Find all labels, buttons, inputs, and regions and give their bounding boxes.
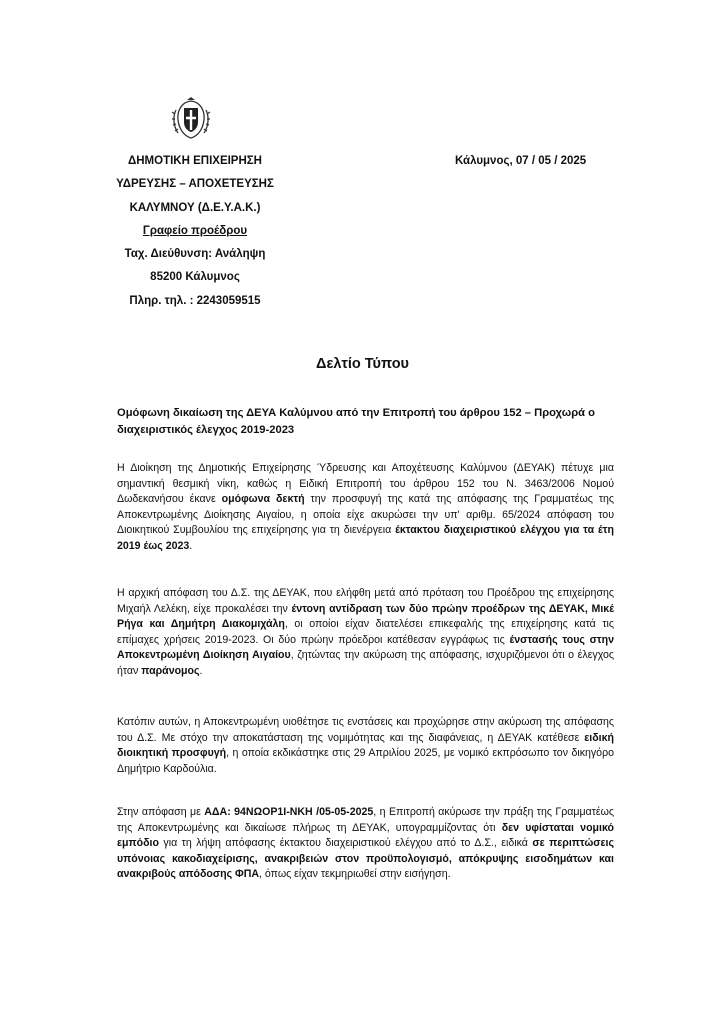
organization-header <box>100 150 290 313</box>
text-run: Η αρχική απόφαση του Δ.Σ. της ΔΕΥΑΚ, που ελήφθη μετά από πρόταση του Προέδρου της επιχείρησης Μιχαήλ Λελέκη, είχε προκαλέσει την <box>117 587 614 615</box>
postal-code: 85200 Κάλυμνος <box>150 271 240 284</box>
text-run: . <box>199 664 203 677</box>
text-run: , η Επιτροπή ακύρωσε την πράξη της Γραμματέως της Αποκεντρωμένης και δικαίωσε πλήρως τη ΔΕΥΑΚ, υπογραμμίζοντας ότι <box>117 806 614 834</box>
bold-run: παράνομος <box>141 664 200 677</box>
office-label: Γραφείο προέδρου <box>142 224 248 237</box>
press-release-subtitle: Ομόφωνη δικαίωση της ΔΕΥΑ Καλύμνου από την Επιτροπή του άρθρου 152 – Προχωρά ο διαχειριστικός έλεγχος 2019-2023 <box>117 407 595 436</box>
bold-run: έκτακτου διαχειριστικού ελέγχου για τα έτη 2019 έως 2023 <box>117 524 614 552</box>
postal-address: Ταχ. Διεύθυνση: Ανάληψη <box>124 248 266 261</box>
body-paragraph-3 <box>117 715 614 777</box>
text-run: , οι οποίοι είχαν διατελέσει επικεφαλής της επιχείρησης κατά τις επίμαχες χρήσεις 2019-2023. Οι δύο πρώην πρόεδροι κατέθεσαν εγγράφως τις <box>117 618 614 646</box>
text-run: . <box>189 539 193 552</box>
bold-run: ένστασής τους στην Αποκεντρωμένη Διοίκηση Αιγαίου <box>117 633 614 662</box>
org-name-line-3: ΚΑΛΥΜΝΟΥ (Δ.Ε.Υ.Α.Κ.) <box>129 201 261 214</box>
text-run: Στην απόφαση με <box>117 806 205 818</box>
text-run: Κατόπιν αυτών, η Αποκεντρωμένη υιοθέτησε τις ενστάσεις και προχώρησε στην ακύρωση της απόφασης του Δ.Σ. Με στόχο την αποκατάσταση της νομιμότητας και της διαφάνειας, η ΔΕΥΑΚ κατέθεσε <box>117 716 614 744</box>
text-run: για τη λήψη απόφασης έκτακτου διαχειριστικού ελέγχου από το Δ.Σ., ειδικά <box>158 837 533 850</box>
org-name-line-1: ΔΗΜΟΤΙΚΗ ΕΠΙΧΕΙΡΗΣΗ <box>127 155 262 167</box>
phone-number: Πληρ. τηλ. : 2243059515 <box>129 294 261 307</box>
document-date: Κάλυμνος, 07 / 05 / 2025 <box>455 155 587 167</box>
bold-run: σε περιπτώσεις υπόνοιας κακοδιαχείρισης, ανακριβειών στον προϋπολογισμό, απόκρυψης εισοδημάτων και ανακριβούς απόδοσης ΦΠΑ <box>117 837 614 881</box>
bold-run: ΑΔΑ: 94ΝΩΟΡ1Ι-ΝΚΗ /05-05-2025 <box>204 806 374 818</box>
text-run: , η οποία εκδικάστηκε στις 29 Απριλίου 2025, με νομικό εκπρόσωπο τον δικηγόρο Δημήτριο Καρδούλια. <box>117 747 614 775</box>
text-run: , όπως είχαν τεκμηριωθεί στην εισήγηση. <box>259 868 451 881</box>
bold-run: έντονη αντίδραση των δύο πρώην προέδρων της ΔΕΥΑΚ, Μικέ Ρήγα και Δημήτρη Διακομιχάλη <box>117 602 614 631</box>
body-paragraph-1 <box>117 461 614 555</box>
org-name-line-2: ΥΔΡΕΥΣΗΣ – ΑΠΟΧΕΤΕΥΣΗΣ <box>116 178 274 191</box>
bold-run: ειδική διοικητική προσφυγή <box>117 731 614 760</box>
text-run: την προσφυγή της κατά της απόφασης της Γραμματέως της Αποκεντρωμένης Διοίκησης Αιγαίου, η οποία είχε ακυρώσει την υπ' αριθμ. 65/2024 απόφαση του Διοικητικού Συμβουλίου της επιχείρησης για τη διενέργεια <box>117 493 615 537</box>
text-run: Η Διοίκηση της Δημοτικής Επιχείρησης Ύδρευσης και Αποχέτευσης Καλύμνου (ΔΕΥΑΚ) πέτυχε μια σημαντική θεσμική νίκη, καθώς η Ειδική Επιτροπή του άρθρου 152 του Ν. 3463/2006 Νομού Δωδεκανήσου έκανε <box>117 462 614 506</box>
bold-run: ομόφωνα δεκτή <box>221 493 305 506</box>
page-title: Δελτίο Τύπου <box>316 356 409 372</box>
text-run: , ζητώντας την ακύρωση της απόφασης, ισχυριζόμενοι ότι ο έλεγχος ήταν <box>117 649 614 677</box>
body-paragraph-2 <box>117 586 614 680</box>
body-paragraph-4 <box>117 805 614 883</box>
bold-run: δεν υφίσταται νομικό εμπόδιο <box>117 821 614 850</box>
greek-state-emblem-icon <box>170 96 212 142</box>
